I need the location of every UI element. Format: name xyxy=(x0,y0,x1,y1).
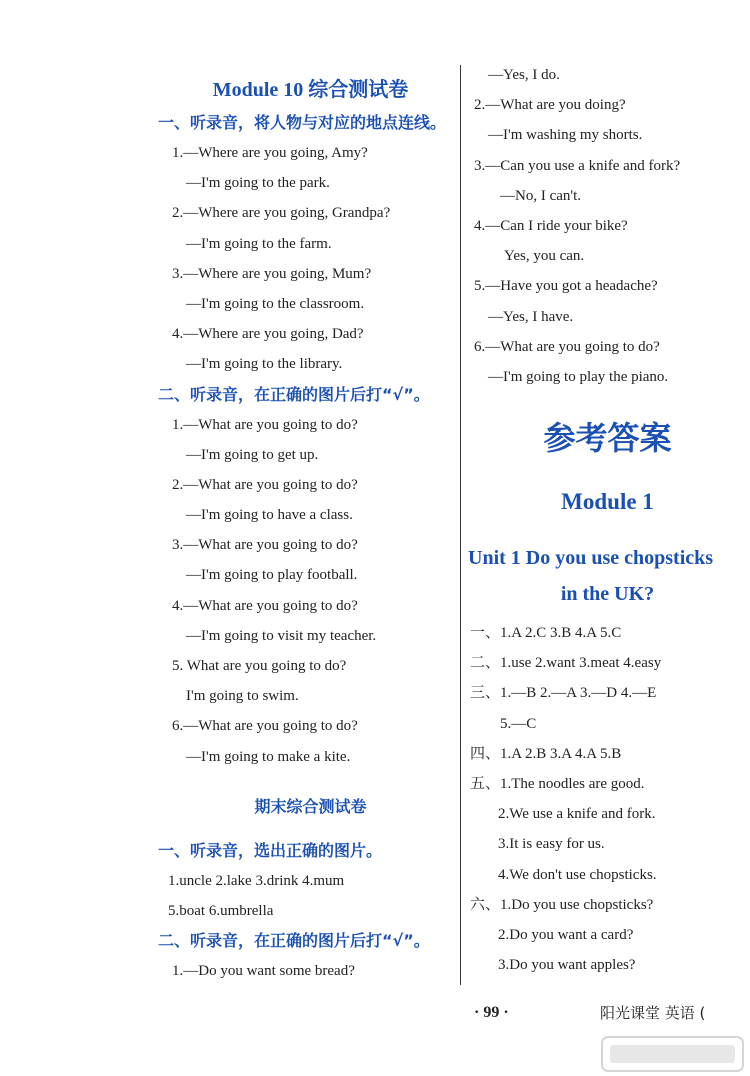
question-line: 4.—Where are you going, Dad? xyxy=(172,326,364,343)
question-line: 1.—Where are you going, Amy? xyxy=(172,145,368,161)
module-10-title: Module 10 综合测试卷 xyxy=(212,79,409,101)
answer-line: 3.It is easy for us. xyxy=(498,836,605,853)
question-line: 3.—Can you use a knife and fork? xyxy=(474,157,681,174)
answer-line: —I'm going to have a class. xyxy=(186,507,353,524)
section-3-heading: 一、听录音，选出正确的图片。 xyxy=(158,840,383,860)
answer-line: —I'm going to visit my teacher. xyxy=(186,627,377,644)
answer-line: 2.We use a knife and fork. xyxy=(498,806,656,823)
answer-line: —I'm going to the classroom. xyxy=(186,295,365,312)
answer-line: 四、1.A 2.B 3.A 4.A 5.B xyxy=(470,745,622,762)
answer-line: 三、1.—B 2.—A 3.—D 4.—E xyxy=(470,685,657,702)
answer-line: —I'm going to the farm. xyxy=(186,235,332,252)
page-number: · 99 · xyxy=(474,1004,509,1021)
section-1-heading: 一、听录音，将人物与对应的地点连线。 xyxy=(158,113,447,132)
question-line: 3.—What are you going to do? xyxy=(172,537,358,554)
answer-line: 二、1.use 2.want 3.meat 4.easy xyxy=(470,655,662,672)
answer-line: —I'm going to play the piano. xyxy=(488,368,669,385)
answers-title: 参考答案 xyxy=(543,419,672,458)
answer-line: —No, I can't. xyxy=(500,187,582,204)
answer-line: —I'm washing my shorts. xyxy=(488,127,643,144)
section-2-lines xyxy=(168,410,453,772)
final-test-title: 期末综合测试卷 xyxy=(254,796,367,816)
section-4-heading: 二、听录音，在正确的图片后打“√”。 xyxy=(158,931,430,951)
answer-line: —I'm going to the library. xyxy=(186,356,343,373)
answer-line: 1.uncle 2.lake 3.drink 4.mum xyxy=(168,872,345,889)
question-line: 5.—Have you got a headache? xyxy=(474,278,658,295)
answer-line: —Yes, I have. xyxy=(488,308,574,325)
answer-line: 5.boat 6.umbrella xyxy=(168,902,274,919)
answer-line: —Yes, I do. xyxy=(488,67,560,83)
answer-line: 六、1.Do you use chopsticks? xyxy=(470,896,654,913)
answer-line: —I'm going to make a kite. xyxy=(186,748,351,765)
answer-line: 3.Do you want apples? xyxy=(498,957,636,974)
question-line: 4.—Can I ride your bike? xyxy=(474,217,628,234)
question-line: 4.—What are you going to do? xyxy=(172,597,358,614)
page-footer xyxy=(0,998,750,1028)
answer-line: —I'm going to play football. xyxy=(186,567,358,584)
question-line: 1.—Do you want some bread? xyxy=(172,963,355,980)
question-line: 2.—What are you doing? xyxy=(474,97,626,114)
answer-line: 2.Do you want a card? xyxy=(498,926,634,943)
answer-line: 五、1.The noodles are good. xyxy=(470,776,645,792)
section-2-heading: 二、听录音，在正确的图片后打“√”。 xyxy=(158,384,430,404)
answer-line: 一、1.A 2.C 3.B 4.A 5.C xyxy=(470,625,622,642)
answer-line: 4.We don't use chopsticks. xyxy=(498,866,657,883)
answer-line: —I'm going to get up. xyxy=(186,446,319,463)
answer-line: 5.—C xyxy=(500,715,537,732)
answer-line: I'm going to swim. xyxy=(186,688,299,705)
question-line: 2.—Where are you going, Grandpa? xyxy=(172,205,391,222)
left-column xyxy=(158,72,453,986)
question-line: 3.—Where are you going, Mum? xyxy=(172,265,372,282)
answer-line: Yes, you can. xyxy=(504,248,585,265)
column-divider xyxy=(460,65,461,985)
question-line: 6.—What are you going to do? xyxy=(474,338,660,355)
watermark-logo xyxy=(600,1035,745,1073)
question-line: 6.—What are you going to do? xyxy=(172,718,358,735)
question-line: 2.—What are you going to do? xyxy=(172,476,358,493)
unit-title-line-1: Unit 1 Do you use chopsticks xyxy=(468,547,714,570)
module-1-title: Module 1 xyxy=(561,489,654,515)
unit-title-line-2: in the UK? xyxy=(560,583,655,606)
question-line: 5. What are you going to do? xyxy=(172,658,347,674)
book-name: 阳光课堂 英语 ( xyxy=(600,1004,706,1022)
right-column xyxy=(470,60,745,980)
question-line: 1.—What are you going to do? xyxy=(172,416,358,433)
section-1-lines xyxy=(168,138,453,380)
answer-line: —I'm going to the park. xyxy=(186,175,330,192)
